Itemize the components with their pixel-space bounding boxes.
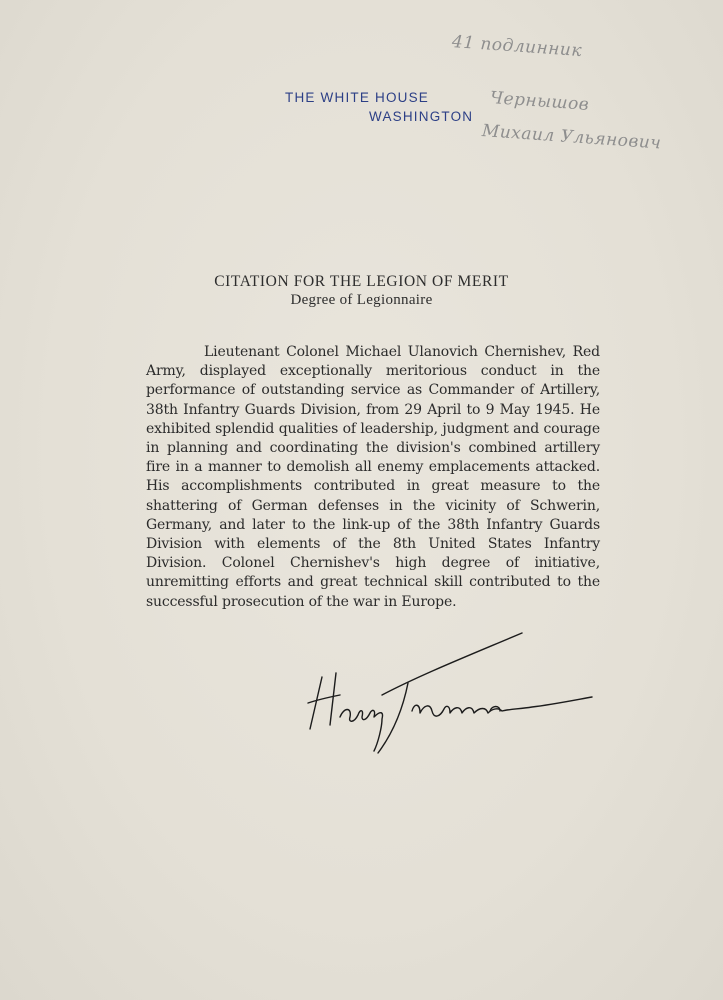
handwritten-note-name: Михаил Ульянович (481, 121, 662, 154)
handwritten-note-number: 41 подлинник (451, 32, 583, 62)
handwritten-note-surname: Чернышов (489, 88, 590, 115)
signature-image (300, 625, 600, 765)
letterhead-title: THE WHITE HOUSE (285, 90, 430, 105)
letterhead-city: WASHINGTON (369, 109, 474, 124)
citation-subtitle: Degree of Legionnaire (290, 292, 433, 308)
citation-body: Lieutenant Colonel Michael Ulanovich Chernishev, Red Army, displayed exceptionally meritorious conduct in the performance of outstanding service as Commander of Artillery, 38th Infantry Guards Division, from 29 April to 9 May 1945. He exhibited splendid qualities of leadership, judgment and courage in planning and coordinating the division's combined artillery fire in a manner to demolish all enemy emplacements attacked. His accomplishments contributed in great measure to the shattering of German defenses in the vicinity of Schwerin, Germany, and later to the link-up of the 38th Infantry Guards Division with elements of the 8th United States Infantry Division. Colonel Chernishev's high degree of initiative, unremitting efforts and great technical skill contributed to the successful prosecution of the war in Europe. (146, 344, 600, 610)
citation-title: CITATION FOR THE LEGION OF MERIT (214, 273, 509, 290)
